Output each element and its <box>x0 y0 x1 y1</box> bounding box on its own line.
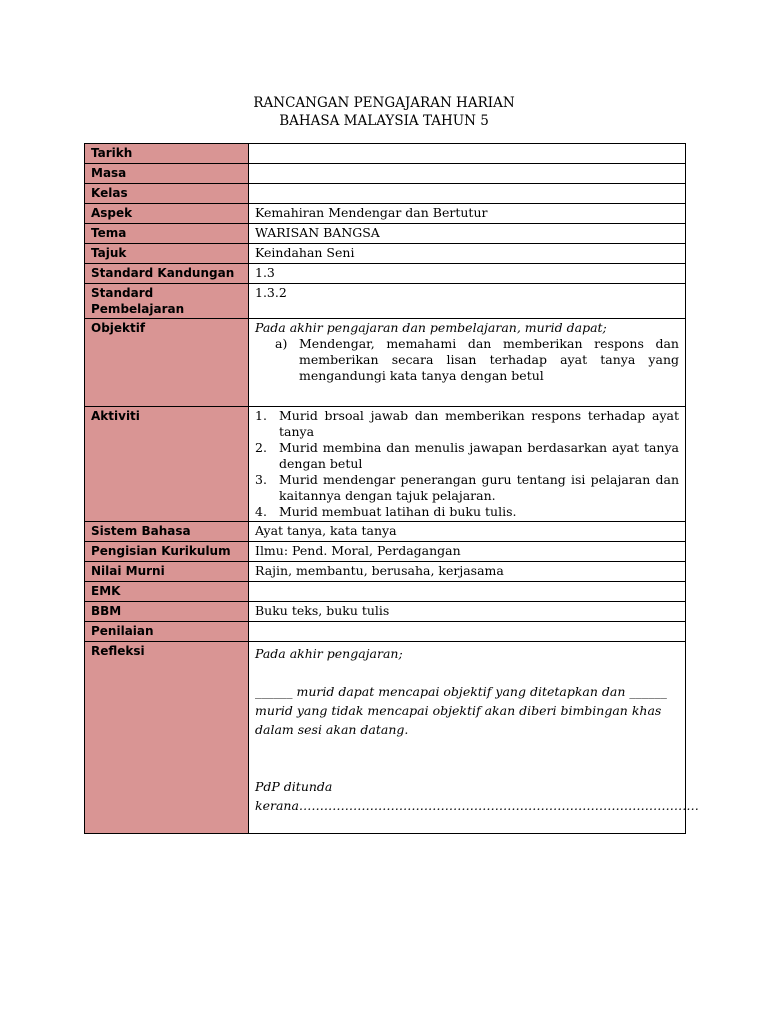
row-kelas <box>85 184 686 204</box>
document-title <box>0 94 768 130</box>
refleksi-line-3: PdP ditunda <box>255 779 333 794</box>
row-emk <box>85 582 686 602</box>
refleksi-line-2: ______ murid dapat mencapai objektif yang ditetapkan dan ______ murid yang tidak mencapai objektif akan diberi bimbingan khas dalam sesi akan datang. <box>255 684 667 737</box>
aktiviti-item-marker: 1. <box>255 408 267 423</box>
value-objektif[interactable] <box>249 319 686 407</box>
row-bbm <box>85 602 686 622</box>
row-masa <box>85 164 686 184</box>
aktiviti-item <box>255 472 679 504</box>
title-line-2: BAHASA MALAYSIA TAHUN 5 <box>279 113 489 129</box>
value-tema[interactable]: WARISAN BANGSA <box>249 224 686 244</box>
value-kelas[interactable] <box>249 184 686 204</box>
row-tema <box>85 224 686 244</box>
value-sistem-bahasa[interactable]: Ayat tanya, kata tanya <box>249 522 686 542</box>
row-standard-kandungan <box>85 264 686 284</box>
value-refleksi[interactable] <box>249 642 699 834</box>
label-aktiviti: Aktiviti <box>85 407 249 522</box>
aktiviti-item-text: Murid membina dan menulis jawapan berdasarkan ayat tanya dengan betul <box>279 440 679 471</box>
value-masa[interactable] <box>249 164 686 184</box>
aktiviti-list <box>255 408 679 520</box>
row-standard-pembelajaran <box>85 284 686 319</box>
objektif-item-marker: a) <box>275 336 288 351</box>
label-emk: EMK <box>85 582 249 602</box>
label-refleksi: Refleksi <box>85 642 249 834</box>
row-tajuk <box>85 244 686 264</box>
aktiviti-item-marker: 3. <box>255 472 267 487</box>
value-standard-pembelajaran[interactable]: 1.3.2 <box>249 284 686 319</box>
aktiviti-item-marker: 4. <box>255 504 267 519</box>
label-pengisian-kurikulum: Pengisian Kurikulum <box>85 542 249 562</box>
label-aspek: Aspek <box>85 204 249 224</box>
value-emk[interactable] <box>249 582 686 602</box>
label-sistem-bahasa: Sistem Bahasa <box>85 522 249 542</box>
row-aspek <box>85 204 686 224</box>
value-pengisian-kurikulum[interactable]: Ilmu: Pend. Moral, Perdagangan <box>249 542 686 562</box>
label-standard-kandungan: Standard Kandungan <box>85 264 249 284</box>
label-standard-pembelajaran: Standard Pembelajaran <box>85 284 249 319</box>
aktiviti-item <box>255 440 679 472</box>
row-refleksi <box>85 642 686 834</box>
aktiviti-item <box>255 408 679 440</box>
objektif-intro: Pada akhir pengajaran dan pembelajaran, murid dapat; <box>255 320 607 335</box>
value-standard-kandungan[interactable]: 1.3 <box>249 264 686 284</box>
value-aktiviti[interactable] <box>249 407 686 522</box>
row-pengisian-kurikulum <box>85 542 686 562</box>
row-objektif <box>85 319 686 407</box>
refleksi-line-1: Pada akhir pengajaran; <box>255 646 403 661</box>
aktiviti-item-text: Murid mendengar penerangan guru tentang isi pelajaran dan kaitannya dengan tajuk pelajaran. <box>279 472 679 503</box>
aktiviti-item <box>255 504 679 520</box>
aktiviti-item-marker: 2. <box>255 440 267 455</box>
label-tema: Tema <box>85 224 249 244</box>
label-bbm: BBM <box>85 602 249 622</box>
row-tarikh <box>85 144 686 164</box>
label-tarikh: Tarikh <box>85 144 249 164</box>
aktiviti-item-text: Murid membuat latihan di buku tulis. <box>279 504 517 519</box>
row-nilai-murni <box>85 562 686 582</box>
refleksi-line-4: kerana…………………………………………………………………………………… <box>255 798 699 813</box>
row-penilaian <box>85 622 686 642</box>
value-tajuk[interactable]: Keindahan Seni <box>249 244 686 264</box>
value-nilai-murni[interactable]: Rajin, membantu, berusaha, kerjasama <box>249 562 686 582</box>
label-nilai-murni: Nilai Murni <box>85 562 249 582</box>
title-line-1: RANCANGAN PENGAJARAN HARIAN <box>253 95 515 111</box>
value-bbm[interactable]: Buku teks, buku tulis <box>249 602 686 622</box>
value-tarikh[interactable] <box>249 144 686 164</box>
row-sistem-bahasa <box>85 522 686 542</box>
objektif-list <box>275 336 679 384</box>
aktiviti-item-text: Murid brsoal jawab dan memberikan respons terhadap ayat tanya <box>279 408 679 439</box>
label-penilaian: Penilaian <box>85 622 249 642</box>
row-aktiviti <box>85 407 686 522</box>
label-masa: Masa <box>85 164 249 184</box>
value-aspek[interactable]: Kemahiran Mendengar dan Bertutur <box>249 204 686 224</box>
label-objektif: Objektif <box>85 319 249 407</box>
label-kelas: Kelas <box>85 184 249 204</box>
lesson-plan-table <box>84 143 699 834</box>
label-tajuk: Tajuk <box>85 244 249 264</box>
objektif-item-text: Mendengar, memahami dan memberikan respons dan memberikan secara lisan terhadap ayat tanya yang mengandungi kata tanya dengan betul <box>299 336 679 383</box>
objektif-item <box>275 336 679 384</box>
value-penilaian[interactable] <box>249 622 686 642</box>
